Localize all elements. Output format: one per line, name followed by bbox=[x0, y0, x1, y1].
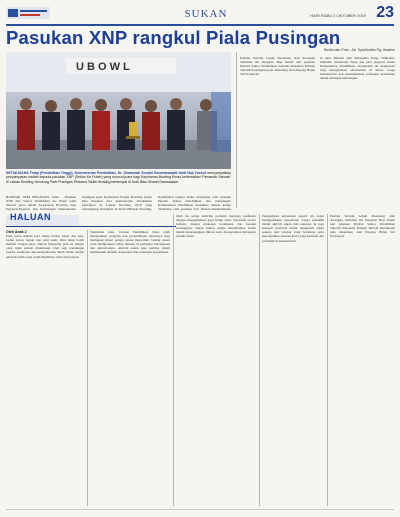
header-rule bbox=[6, 24, 394, 26]
column-divider bbox=[173, 214, 174, 506]
article-headline: Pasukan XNP rangkul Piala Pusingan bbox=[6, 27, 341, 48]
haluan-title: HALUAN bbox=[10, 212, 51, 222]
byline: Berita dan Foto : Ak. Syarifuddin Pg. Ibrahim bbox=[324, 48, 395, 52]
caption-lead: SETIAUSAHA Tetap (Pendidikan Tinggi), Kementerian Pendidikan, Dr. Shamsiah Zuraini Kanchanawati binti Haji Yussof bbox=[6, 171, 207, 175]
article-paragraph-2: Pusingan pada Kejohanan Tenpin Bowling antara Dua Pasukan dari Kementerian Pendidikan bertempat di Laluan Bowling 2019 yang berlangsung bertempat di Pusat Hiburan Bowling, bbox=[82, 195, 152, 211]
haluan-rule bbox=[6, 226, 176, 227]
page-number: 23 bbox=[376, 4, 394, 21]
article-lead-paragraph: BANDAR SERI BEGAWAN, Isnin - Pasukan XNP dari Sektor Pendidikan Ke Puteh telah muncul juara dalam Kejohanan Bowling bagi Pegawai-Pegawai dan Kakitangan Kementerian bbox=[6, 195, 76, 211]
newspaper-logo-icon bbox=[6, 6, 50, 20]
article-column-continued: Pemain Terbaik Lelaki disandang oleh Awangku Saifullah bin Pengiran Haji Ismail dari pasukan Pejabat Sektor Pendidikan Sekolah manakala Pemain Terbaik Perempuan pula disandang oleh Dayang Hajah Siti Norhayati. bbox=[330, 214, 395, 239]
haluan-body-1: Pada suatu malam hari, kamu berasa penat dan lesu, badan terasa lemah dan kaki sakit. Kita tidak boleh melihat dengan jelas, fikiran melayang jauh ke tempat yang tidak pernah dikunjungi. Dari segi pandangan syariat, kesihatan dan kesejahteraan tubuh badan adalah amanah Allah yang wajib dipelihara oleh setiap insan. bbox=[6, 234, 84, 259]
column-divider bbox=[327, 214, 328, 506]
column-divider bbox=[87, 230, 88, 506]
issue-date: HARI RABU 2 OKTOBER 2019 bbox=[310, 13, 366, 18]
photo-caption bbox=[6, 171, 231, 193]
haluan-column-4: Penganjuran kejohanan seperti ini dapat menggalakkan penyertaan warga pendidik dalam aktiviti sukan dan rekreasi. Ia juga menjadi platform untuk mengenali rakan sekerja dari jabatan yang berlainan serta mewujudkan suasana kerja yang harmoni dan produktif di kementerian. bbox=[262, 214, 324, 243]
haluan-column-1 bbox=[6, 230, 84, 506]
caption-body: menyampaikan penyampaian hadiah kepada pasukan XNP (Sektor Ke Puteh) yang muncul juara bagi Kejohanan Bowling Emas bertemakan 'Pemandu Sebuah' di Laluan Bowling Jerudong Park Pusingan Pertama Tarikh Bowling bertempat di Arah Baru Brunei Darussalam. bbox=[6, 171, 231, 184]
column-divider bbox=[259, 214, 260, 506]
haluan-column-2: Tambahan pula, Jabatan Pendidikan Khas telah mengadakan program dan pertandingan antaranya bagi memupuk minat pelajar untuk menceburi bidang sukan serta memperkasa bakat mereka di peringkat kebangsaan dan antarabangsa. Aktiviti sukan juga penting dalam membentuk disiplin, kerjasama dan semangat berpasukan. bbox=[90, 230, 170, 255]
column-divider bbox=[236, 52, 237, 208]
article-paragraph-3: Kedudukan tempat kedua disandang oleh pasukan Pejabat Sektor Pendidikan dan Kakitangan Kementerian Pendidikan manakala tempat ketiga disandang oleh pasukan dari Jabatan Perkhidmatan bbox=[158, 195, 231, 211]
haluan-column-3: Oleh itu setiap individu perlulah menjaga kesihatan dengan mengamalkan gaya hidup sihat, bersenam secara berkala, makan makanan berkhasiat dan berehat secukupnya. Sukan bukan sahaja menyihatkan badan malah menenangkan fikiran serta mengeratkan hubungan sesama insan. bbox=[176, 214, 256, 239]
article-photo bbox=[6, 52, 231, 169]
prize-presentation-photo-icon bbox=[6, 52, 231, 169]
article-column-1: Pemain Terbaik Lelaki disandang oleh Awangku Saifullah bin Pengiran Haji Ismail dari pasukan Pejabat Sektor Pendidikan Sekolah manakala Pemain Terbaik Perempuan pula disandang oleh Dayang Hajah Siti Norhayati. bbox=[240, 56, 315, 77]
article-column-2: Ia turut dihadiri oleh Setiausaha Tetap, Timbalan-timbalan Setiausaha Tetap dan para pegawai kanan Kementerian Pendidikan. Kejohanan ini dianjurkan bagi mengeratkan silaturahim di antara warga kementerian dan meningkatkan semangat kesukanan dalam kalangan kakitangan. bbox=[320, 56, 395, 81]
svg-text:U B O W L: U B O W L bbox=[76, 61, 130, 73]
haluan-author: Oleh Anak 2 bbox=[6, 230, 27, 234]
footer-rule bbox=[6, 509, 394, 510]
section-title: SUKAN bbox=[184, 8, 228, 20]
